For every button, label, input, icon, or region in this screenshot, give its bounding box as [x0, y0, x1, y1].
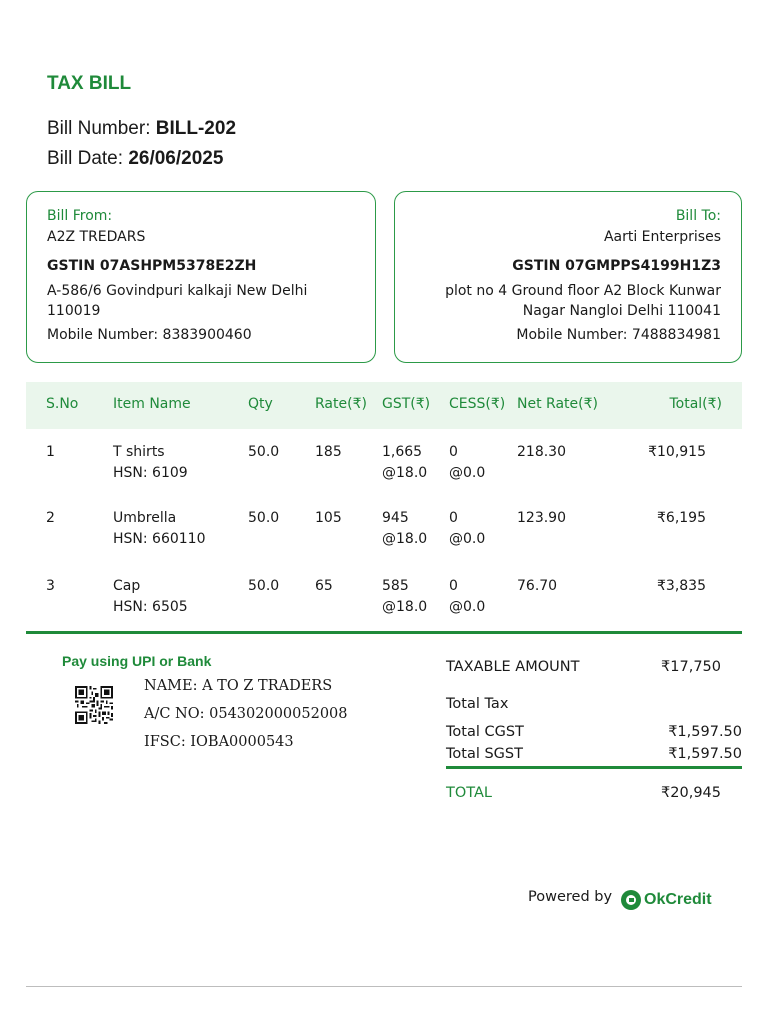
row-cess-rate: @0.0 — [449, 531, 486, 547]
row-gst-rate: @18.0 — [382, 465, 428, 481]
row-net-rate: 123.90 — [517, 510, 566, 526]
bill-to-gstin: GSTIN 07GMPPS4199H1Z3 — [512, 258, 721, 274]
bill-from-label: Bill From: — [47, 208, 113, 224]
row-gst — [382, 508, 427, 550]
row-gst-amount: 945 — [382, 510, 409, 526]
bill-to-card — [394, 191, 742, 363]
total-cgst-label: Total CGST — [446, 724, 524, 740]
bill-from-address-line2: 110019 — [47, 303, 101, 319]
payee-name: NAME: A TO Z TRADERS — [144, 678, 333, 694]
row-total: ₹3,835 — [657, 578, 706, 594]
row-net-rate: 76.70 — [517, 578, 558, 594]
header-net-rate: Net Rate(₹) — [517, 396, 598, 412]
row-cess-rate: @0.0 — [449, 599, 486, 615]
okcredit-logo-icon — [621, 890, 641, 910]
total-sgst-label: Total SGST — [446, 746, 523, 762]
account-number: A/C NO: 054302000052008 — [144, 706, 348, 722]
row-cess — [449, 508, 485, 550]
bill-number — [47, 118, 236, 140]
row-gst-amount: 1,665 — [382, 444, 423, 460]
powered-by-label: Powered by — [528, 889, 613, 905]
row-rate: 105 — [315, 510, 342, 526]
okcredit-brand-text: OkCredit — [644, 891, 712, 908]
total-sgst-value: ₹1,597.50 — [668, 746, 742, 762]
taxable-amount-value: ₹17,750 — [661, 659, 721, 675]
header-qty: Qty — [248, 396, 273, 412]
bill-to-address-line2: Nagar Nangloi Delhi 110041 — [522, 303, 721, 319]
row-item — [113, 442, 188, 484]
row-qty: 50.0 — [248, 510, 280, 526]
row-rate: 185 — [315, 444, 342, 460]
row-item-hsn: HSN: 6505 — [113, 599, 188, 615]
bill-title: TAX BILL — [47, 73, 132, 94]
bill-from-card — [26, 191, 376, 363]
bill-to-mobile: Mobile Number: 7488834981 — [516, 327, 721, 343]
bill-to-name: Aarti Enterprises — [603, 229, 721, 245]
qr-code-icon[interactable] — [75, 686, 113, 724]
row-cess-amount: 0 — [449, 578, 458, 594]
row-total: ₹10,915 — [648, 444, 706, 460]
row-sno: 3 — [46, 578, 55, 594]
bill-number-label: Bill Number: — [47, 118, 151, 139]
row-item-hsn: HSN: 6109 — [113, 465, 188, 481]
header-total: Total(₹) — [669, 396, 722, 412]
row-sno: 2 — [46, 510, 55, 526]
row-item — [113, 576, 188, 618]
table-row — [26, 442, 742, 502]
total-tax-label: Total Tax — [446, 696, 509, 712]
bill-date-value: 26/06/2025 — [128, 148, 224, 169]
row-gst-amount: 585 — [382, 578, 409, 594]
summary-divider — [446, 766, 742, 769]
row-item — [113, 508, 206, 550]
row-item-name: T shirts — [113, 444, 165, 460]
header-gst: GST(₹) — [382, 396, 431, 412]
header-cess: CESS(₹) — [449, 396, 506, 412]
row-item-name: Cap — [113, 578, 141, 594]
row-gst-rate: @18.0 — [382, 599, 428, 615]
row-item-name: Umbrella — [113, 510, 177, 526]
row-sno: 1 — [46, 444, 55, 460]
bill-to-address — [415, 281, 721, 321]
row-net-rate: 218.30 — [517, 444, 566, 460]
bill-date — [47, 148, 223, 170]
bill-number-value: BILL-202 — [155, 118, 237, 139]
grand-total-label: TOTAL — [446, 785, 492, 801]
bill-to-label: Bill To: — [675, 208, 721, 224]
row-gst-rate: @18.0 — [382, 531, 428, 547]
bill-from-name: A2Z TREDARS — [47, 229, 146, 245]
row-rate: 65 — [315, 578, 333, 594]
header-rate: Rate(₹) — [315, 396, 367, 412]
row-gst — [382, 442, 427, 484]
row-item-hsn: HSN: 660110 — [113, 531, 206, 547]
row-qty: 50.0 — [248, 578, 280, 594]
table-row — [26, 576, 742, 636]
table-row — [26, 508, 742, 568]
row-cess-amount: 0 — [449, 510, 458, 526]
grand-total-value: ₹20,945 — [661, 785, 721, 801]
row-total: ₹6,195 — [657, 510, 706, 526]
row-cess-amount: 0 — [449, 444, 458, 460]
total-cgst-value: ₹1,597.50 — [668, 724, 742, 740]
bill-date-label: Bill Date: — [47, 148, 124, 169]
row-gst — [382, 576, 427, 618]
bill-from-address — [47, 281, 355, 321]
ifsc-code: IFSC: IOBA0000543 — [144, 734, 294, 750]
header-sno: S.No — [46, 396, 79, 412]
payment-title: Pay using UPI or Bank — [62, 653, 212, 669]
bill-from-gstin: GSTIN 07ASHPM5378E2ZH — [47, 258, 257, 274]
row-cess — [449, 442, 485, 484]
bill-from-mobile: Mobile Number: 8383900460 — [47, 327, 252, 343]
bill-to-address-line1: plot no 4 Ground floor A2 Block Kunwar — [445, 283, 721, 299]
row-qty: 50.0 — [248, 444, 280, 460]
table-divider — [26, 631, 742, 634]
items-table-header — [26, 382, 742, 429]
bill-from-address-line1: A-586/6 Govindpuri kalkaji New Delhi — [47, 283, 308, 299]
footer-divider — [26, 986, 742, 987]
row-cess-rate: @0.0 — [449, 465, 486, 481]
okcredit-logo — [621, 889, 712, 911]
row-cess — [449, 576, 485, 618]
header-item-name: Item Name — [113, 396, 191, 412]
taxable-amount-label: TAXABLE AMOUNT — [446, 659, 580, 675]
